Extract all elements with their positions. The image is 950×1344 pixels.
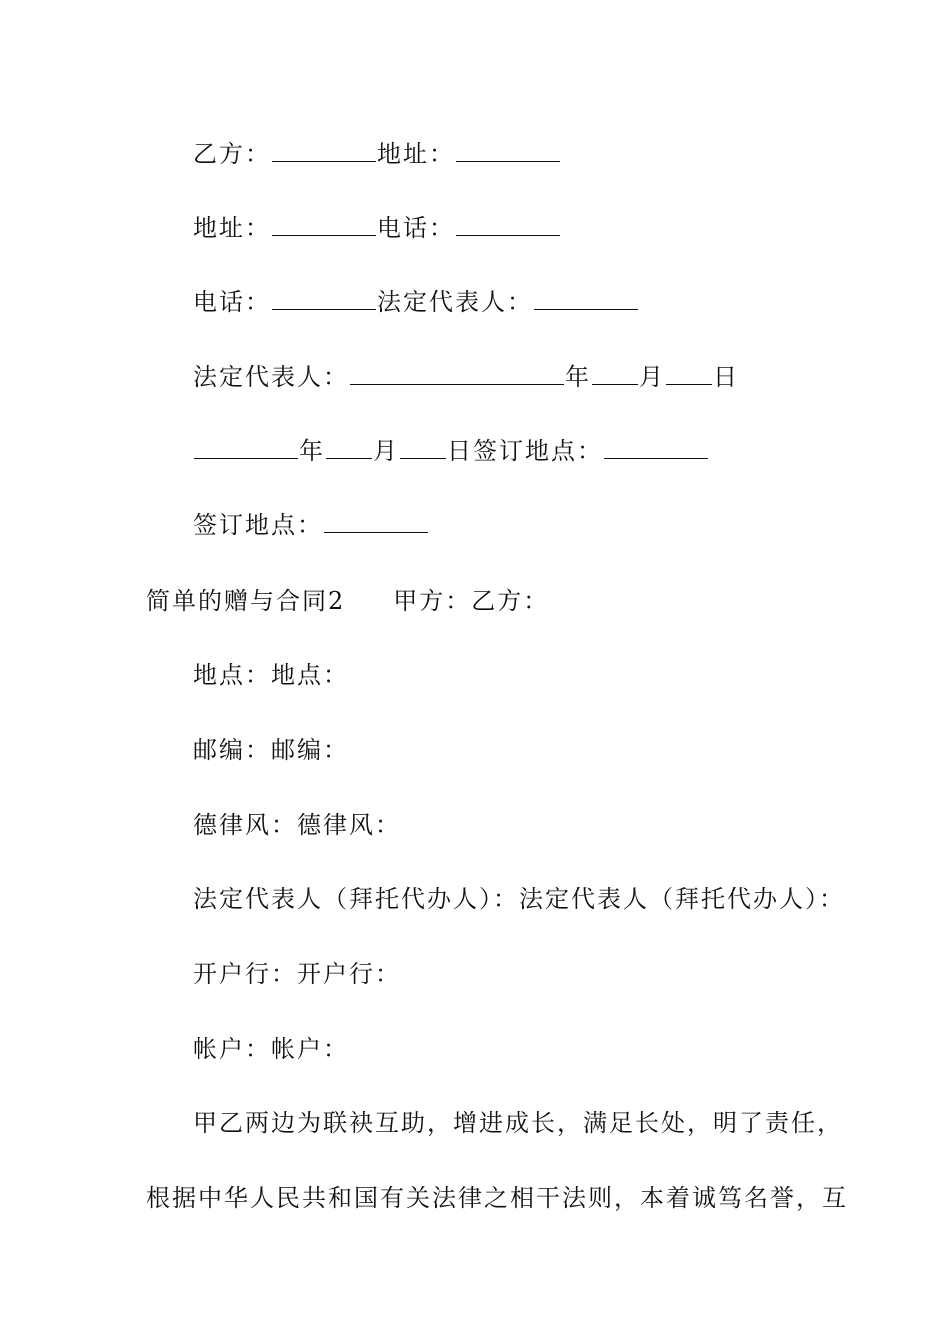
sign-place-line — [193, 510, 429, 540]
blank-field — [456, 141, 560, 162]
body-paragraph-line-2: 根据中华人民共和国有关法律之相干法则，本着诚笃名誉，互 — [146, 1184, 848, 1212]
label-legal-rep: 法定代表人： — [193, 363, 349, 391]
label-year: 年 — [565, 363, 591, 391]
legal-rep-agent-line: 法定代表人（拜托代办人）：法定代表人（拜托代办人）： — [193, 885, 845, 913]
parties-label: 甲方：乙方： — [393, 587, 550, 615]
address-line — [193, 213, 561, 243]
place-line: 地点：地点： — [193, 661, 349, 689]
label-sign-place: 签订地点： — [193, 511, 323, 539]
bank-line: 开户行：开户行： — [193, 960, 401, 988]
blank-field — [592, 364, 638, 385]
blank-field — [272, 289, 376, 310]
contract-title: 简单的赠与合同2 — [146, 587, 346, 615]
account-line: 帐户：帐户： — [193, 1035, 349, 1063]
blank-field — [534, 289, 638, 310]
blank-field — [456, 215, 560, 236]
blank-field — [400, 438, 446, 459]
label-day: 日 — [713, 363, 739, 391]
label-phone: 电话： — [377, 214, 455, 242]
legal-rep-date-line — [193, 362, 739, 392]
blank-field — [272, 141, 376, 162]
telephone-line: 德律风：德律风： — [193, 811, 401, 839]
blank-field — [324, 512, 428, 533]
blank-field — [350, 364, 564, 385]
postcode-line: 邮编：邮编： — [193, 736, 349, 764]
label-party-b: 乙方： — [193, 140, 271, 168]
body-paragraph-line-1: 甲乙两边为联袂互助，增进成长，满足长处，明了责任， — [193, 1109, 843, 1137]
label-month: 月 — [373, 437, 399, 465]
contract-title-line — [146, 586, 549, 616]
party-b-line — [193, 139, 561, 169]
label-phone: 电话： — [193, 288, 271, 316]
label-address: 地址： — [193, 214, 271, 242]
label-day-sign-place: 日签订地点： — [447, 437, 603, 465]
blank-field — [604, 438, 708, 459]
label-year: 年 — [299, 437, 325, 465]
label-legal-rep: 法定代表人： — [377, 288, 533, 316]
blank-field — [666, 364, 712, 385]
label-address: 地址： — [377, 140, 455, 168]
blank-field — [194, 438, 298, 459]
blank-field — [272, 215, 376, 236]
date-sign-place-line — [193, 436, 709, 466]
phone-line — [193, 287, 639, 317]
label-month: 月 — [639, 363, 665, 391]
blank-field — [326, 438, 372, 459]
